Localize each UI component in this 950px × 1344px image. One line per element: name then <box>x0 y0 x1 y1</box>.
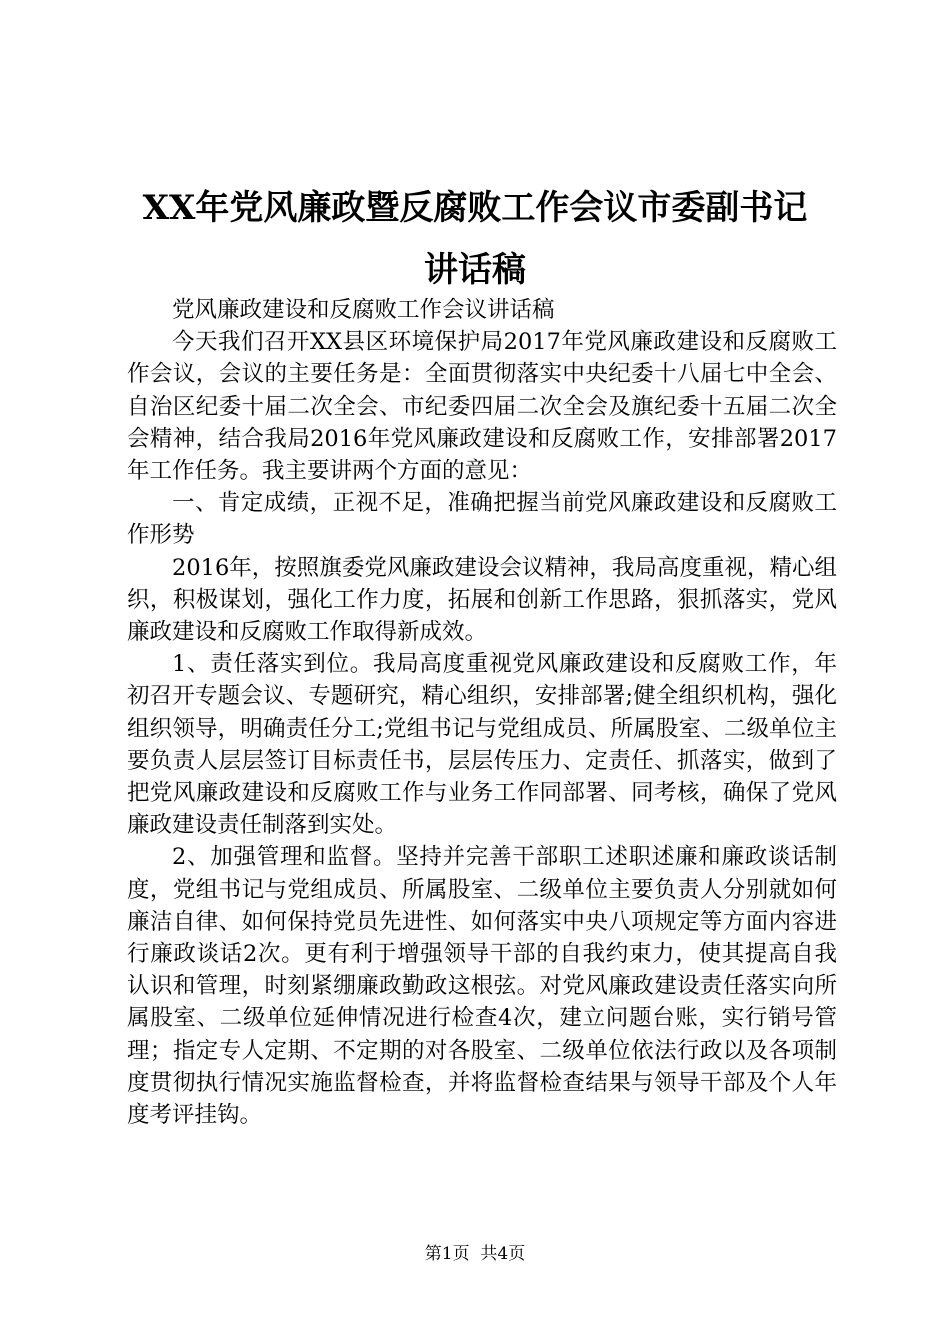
document-title-line-1: XX年党风廉政暨反腐败工作会议市委副书记 <box>142 188 808 228</box>
paragraph-summary: 2016年，按照旗委党风廉政建设会议精神，我局高度重视，精心组织，积极谋划，强化工作力度，拓展和创新工作思路，狠抓落实，党风廉政建设和反腐败工作取得新成效。 <box>127 554 837 646</box>
paragraph-item-1: 1、责任落实到位。我局高度重视党风廉政建设和反腐败工作，年初召开专题会议、专题研究，精心组织，安排部署;健全组织机构，强化组织领导，明确责任分工;党组书记与党组成员、所属股室、二级单位主要负责人层层签订目标责任书，层层传压力、定责任、抓落实，做到了把党风廉政建设和反腐败工作与业务工作同部署、同考核，确保了党风廉政建设责任制落到实处。 <box>127 651 837 839</box>
page-number: 第1页 共4页 <box>424 1244 526 1264</box>
document-title-line-2: 讲话稿 <box>424 250 526 290</box>
paragraph-subtitle: 党风廉政建设和反腐败工作会议讲话稿 <box>172 297 555 323</box>
page-footer <box>0 1243 950 1265</box>
paragraph-intro: 今天我们召开XX县区环境保护局2017年党风廉政建设和反腐败工作会议，会议的主要任务是：全面贯彻落实中央纪委十八届七中全会、自治区纪委十届二次全会、市纪委四届二次全会及旗纪委十五届二次全会精神，结合我局2016年党风廉政建设和反腐败工作，安排部署2017年工作任务。我主要讲两个方面的意见： <box>127 329 837 485</box>
document-body <box>127 294 837 1131</box>
paragraph-section-heading: 一、肯定成绩，正视不足，准确把握当前党风廉政建设和反腐败工作形势 <box>127 490 837 549</box>
paragraph-item-2: 2、加强管理和监督。坚持并完善干部职工述职述廉和廉政谈话制度，党组书记与党组成员、所属股室、二级单位主要负责人分别就如何廉洁自律、如何保持党员先进性、如何落实中央八项规定等方面内容进行廉政谈话2次。更有利于增强领导干部的自我约束力，使其提高自我认识和管理，时刻紧绷廉政勤政这根弦。对党风廉政建设责任落实向所属股室、二级单位延伸情况进行检查4次，建立问题台账，实行销号管理；指定专人定期、不定期的对各股室、二级单位依法行政以及各项制度贯彻执行情况实施监督检查，并将监督检查结果与领导干部及个人年度考评挂钩。 <box>127 844 837 1129</box>
